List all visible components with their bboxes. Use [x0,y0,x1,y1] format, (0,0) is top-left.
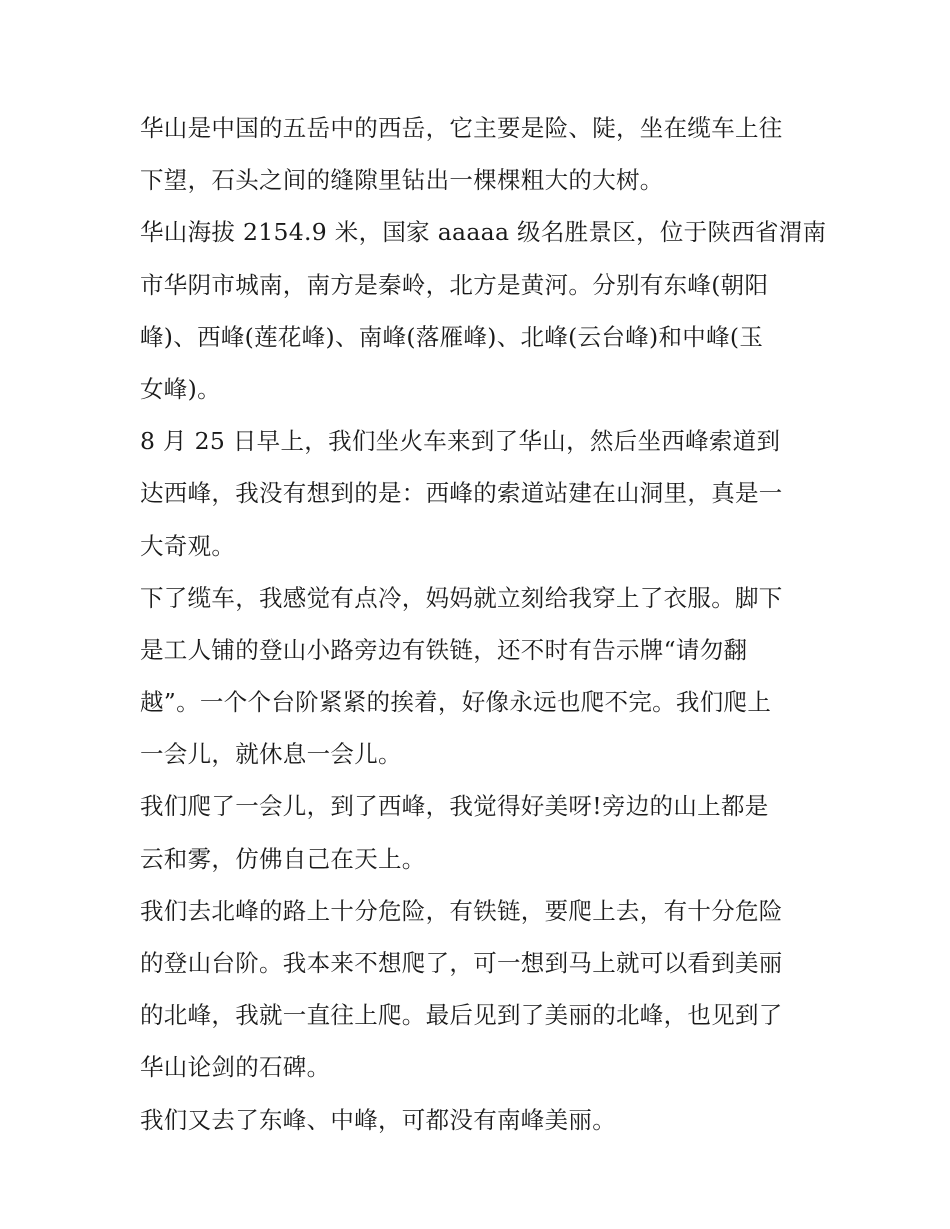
text-line: 的登山台阶。我本来不想爬了，可一想到马上就可以看到美丽 [140,949,783,977]
text-line: 8 月 25 日早上，我们坐火车来到了华山，然后坐西峰索道到 [140,427,781,456]
text-line: 华山论剑的石碑。 [140,1053,331,1082]
document-body [140,102,827,1146]
paragraph-7 [140,1094,820,1146]
text-line: 是工人铺的登山小路旁边有铁链，还不时有告示牌“请勿翻 [140,635,748,664]
text-line: 的北峰，我就一直往上爬。最后见到了美丽的北峰，也见到了 [140,1001,783,1030]
paragraph-1 [140,102,820,206]
paragraph-4 [140,572,820,781]
text-line: 华山海拔 2154.9 米，国家 aaaaa 级名胜景区，位于陕西省渭南 [140,218,827,247]
paragraph-2 [140,206,827,415]
text-line: 女峰)。 [140,374,221,403]
text-line: 华山是中国的五岳中的西岳，它主要是险、陡，坐在缆车上往 [140,114,783,142]
text-line: 越”。一个个台阶紧紧的挨着，好像永远也爬不完。我们爬上 [140,688,772,717]
text-line: 我们去北峰的路上十分危险，有铁链，要爬上去，有十分危险 [140,896,783,925]
paragraph-5 [140,780,820,884]
text-line: 我们又去了东峰、中峰，可都没有南峰美丽。 [140,1105,616,1134]
text-line: 达西峰，我没有想到的是：西峰的索道站建在山洞里，真是一 [140,479,783,508]
text-line: 大奇观。 [140,531,236,560]
text-line: 下了缆车，我感觉有点冷，妈妈就立刻给我穿上了衣服。脚下 [140,583,783,612]
text-line: 一会儿，就休息一会儿。 [140,740,402,769]
text-line: 下望，石头之间的缝隙里钻出一棵棵粗大的大树。 [140,166,664,195]
text-line: 市华阴市城南，南方是秦岭，北方是黄河。分别有东峰(朝阳 [140,270,769,299]
paragraph-3 [140,415,820,572]
paragraph-6 [140,885,820,1094]
text-line: 我们爬了一会儿，到了西峰，我觉得好美呀!旁边的山上都是 [140,792,769,821]
text-line: 峰)、西峰(莲花峰)、南峰(落雁峰)、北峰(云台峰)和中峰(玉 [140,322,764,351]
text-line: 云和雾，仿佛自己在天上。 [140,844,426,873]
